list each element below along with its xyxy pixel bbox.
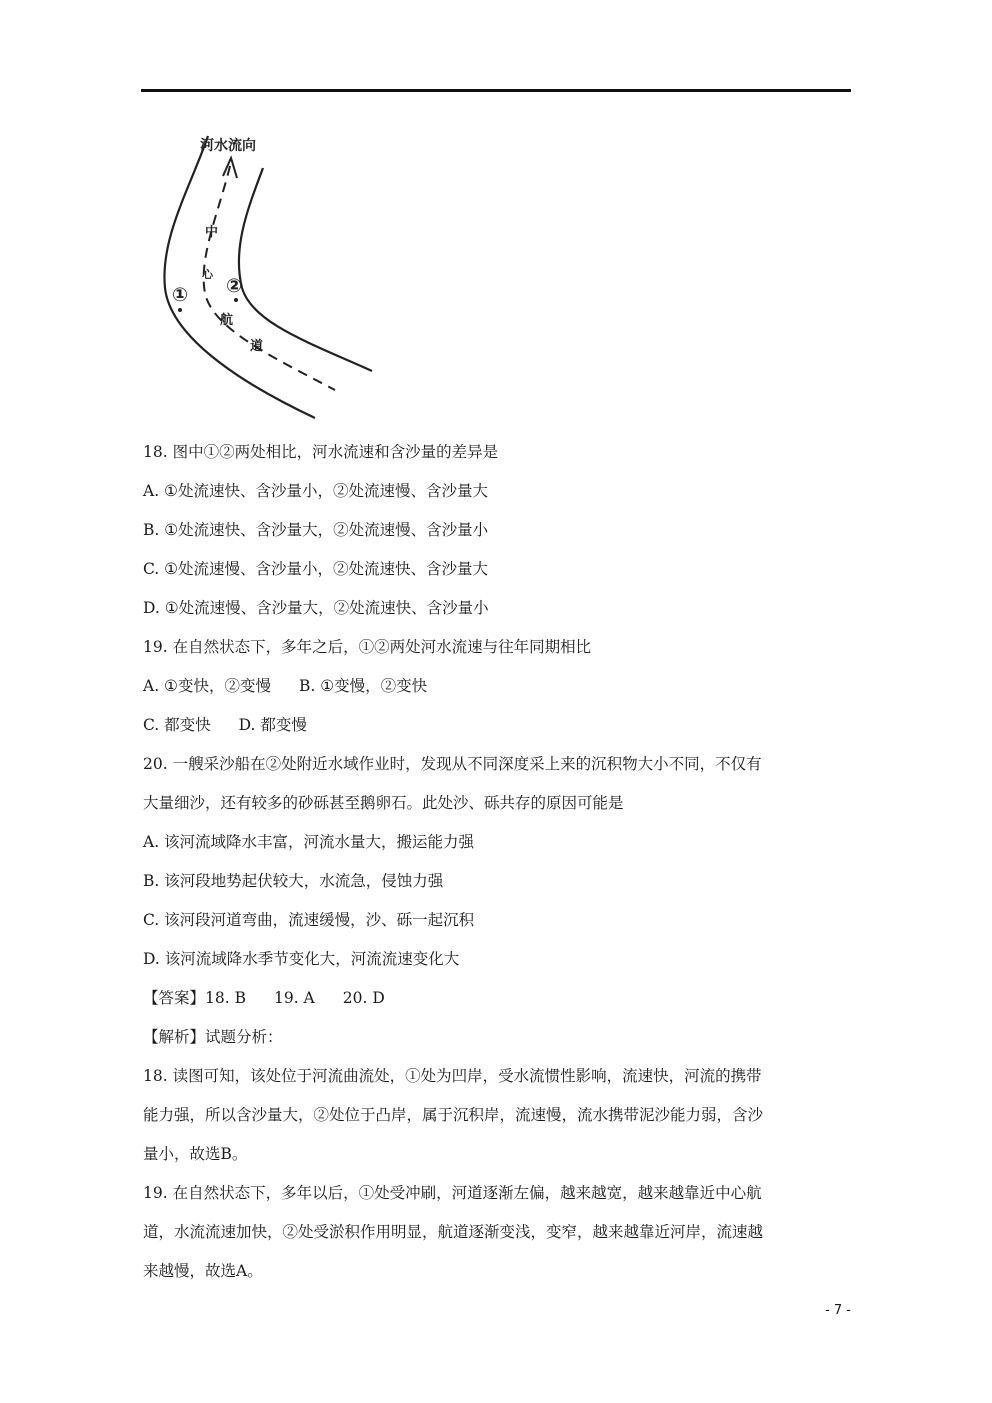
answer-line	[143, 988, 385, 1008]
channel-char-1: 中	[205, 225, 219, 240]
q19-options-row-2	[143, 715, 307, 735]
q18-option-c: C. ①处流速慢、含沙量小，②处流速快、含沙量大	[143, 560, 489, 578]
answer-label: 【答案】	[143, 989, 206, 1007]
answer-18: 18. B	[205, 989, 246, 1007]
point-2-label: ②	[226, 275, 243, 297]
channel-char-4: 道	[250, 339, 264, 354]
analysis-18	[143, 1057, 843, 1174]
q20-option-c: C. 该河段河道弯曲，流速缓慢，沙、砾一起沉积	[143, 911, 475, 929]
river-diagram	[150, 128, 390, 423]
q19-option-a: A. ①变快，②变慢	[143, 677, 271, 695]
q18-stem: 18. 图中①②两处相比，河水流速和含沙量的差异是	[143, 443, 499, 461]
q20-stem-line-1: 20. 一艘采沙船在②处附近水域作业时，发现从不同深度采上来的沉积物大小不同，不仅有	[143, 755, 762, 773]
page-number: - 7 -	[825, 1303, 851, 1318]
channel-char-3: 航	[220, 313, 234, 328]
q20-option-a: A. 该河流域降水丰富，河流水量大，搬运能力强	[143, 833, 475, 851]
point-1-marker	[178, 308, 182, 312]
flow-label: 河水流向	[200, 138, 256, 154]
point-2-marker	[234, 298, 238, 302]
point-1-label: ①	[172, 284, 189, 306]
river-bend-figure	[150, 128, 390, 423]
analysis-18-line-1: 18. 读图可知，该处位于河流曲流处，①处为凹岸，受水流惯性影响，流速快，河流的携带	[143, 1067, 762, 1085]
analysis-19	[143, 1174, 843, 1291]
answer-19: 19. A	[273, 989, 315, 1007]
q19-option-b: B. ①变慢，②变快	[298, 677, 428, 695]
center-channel-line	[204, 166, 335, 390]
analysis-19-line-3: 来越慢，故选A。	[143, 1262, 263, 1280]
q20-option-d: D. 该河流域降水季节变化大，河流流速变化大	[143, 950, 460, 968]
q20-option-b: B. 该河段地势起伏较大，水流急，侵蚀力强	[143, 872, 444, 890]
q18-option-d: D. ①处流速慢、含沙量大，②处流速快、含沙量小	[143, 599, 489, 617]
q20-stem-line-2: 大量细沙，还有较多的砂砾甚至鹅卵石。此处沙、砾共存的原因可能是	[143, 794, 624, 812]
analysis-19-line-1: 19. 在自然状态下，多年以后，①处受冲刷，河道逐渐左偏，越来越宽，越来越靠近中心航	[143, 1184, 762, 1202]
q19-options-row-1	[143, 676, 427, 696]
analysis-18-line-2: 能力强，所以含沙量大，②处位于凸岸，属于沉积岸，流速慢，流水携带泥沙能力弱，含沙	[143, 1106, 764, 1124]
channel-char-2: 心	[202, 268, 213, 281]
q19-option-c: C. 都变快	[143, 716, 211, 734]
q19-stem: 19. 在自然状态下，多年之后，①②两处河水流速与往年同期相比	[143, 638, 592, 656]
q19-option-d: D. 都变慢	[238, 716, 307, 734]
q18-option-a: A. ①处流速快、含沙量小，②处流速慢、含沙量大	[143, 482, 488, 500]
q18-option-b: B. ①处流速快、含沙量大，②处流速慢、含沙量小	[143, 521, 489, 539]
analysis-label: 【解析】试题分析：	[143, 1028, 283, 1046]
analysis-18-line-3: 量小，故选B。	[143, 1145, 248, 1163]
header-rule	[141, 89, 851, 92]
answer-20: 20. D	[342, 989, 385, 1007]
analysis-19-line-2: 道，水流流速加快，②处受淤积作用明显，航道逐渐变浅，变窄，越来越靠近河岸，流速越	[143, 1223, 764, 1241]
